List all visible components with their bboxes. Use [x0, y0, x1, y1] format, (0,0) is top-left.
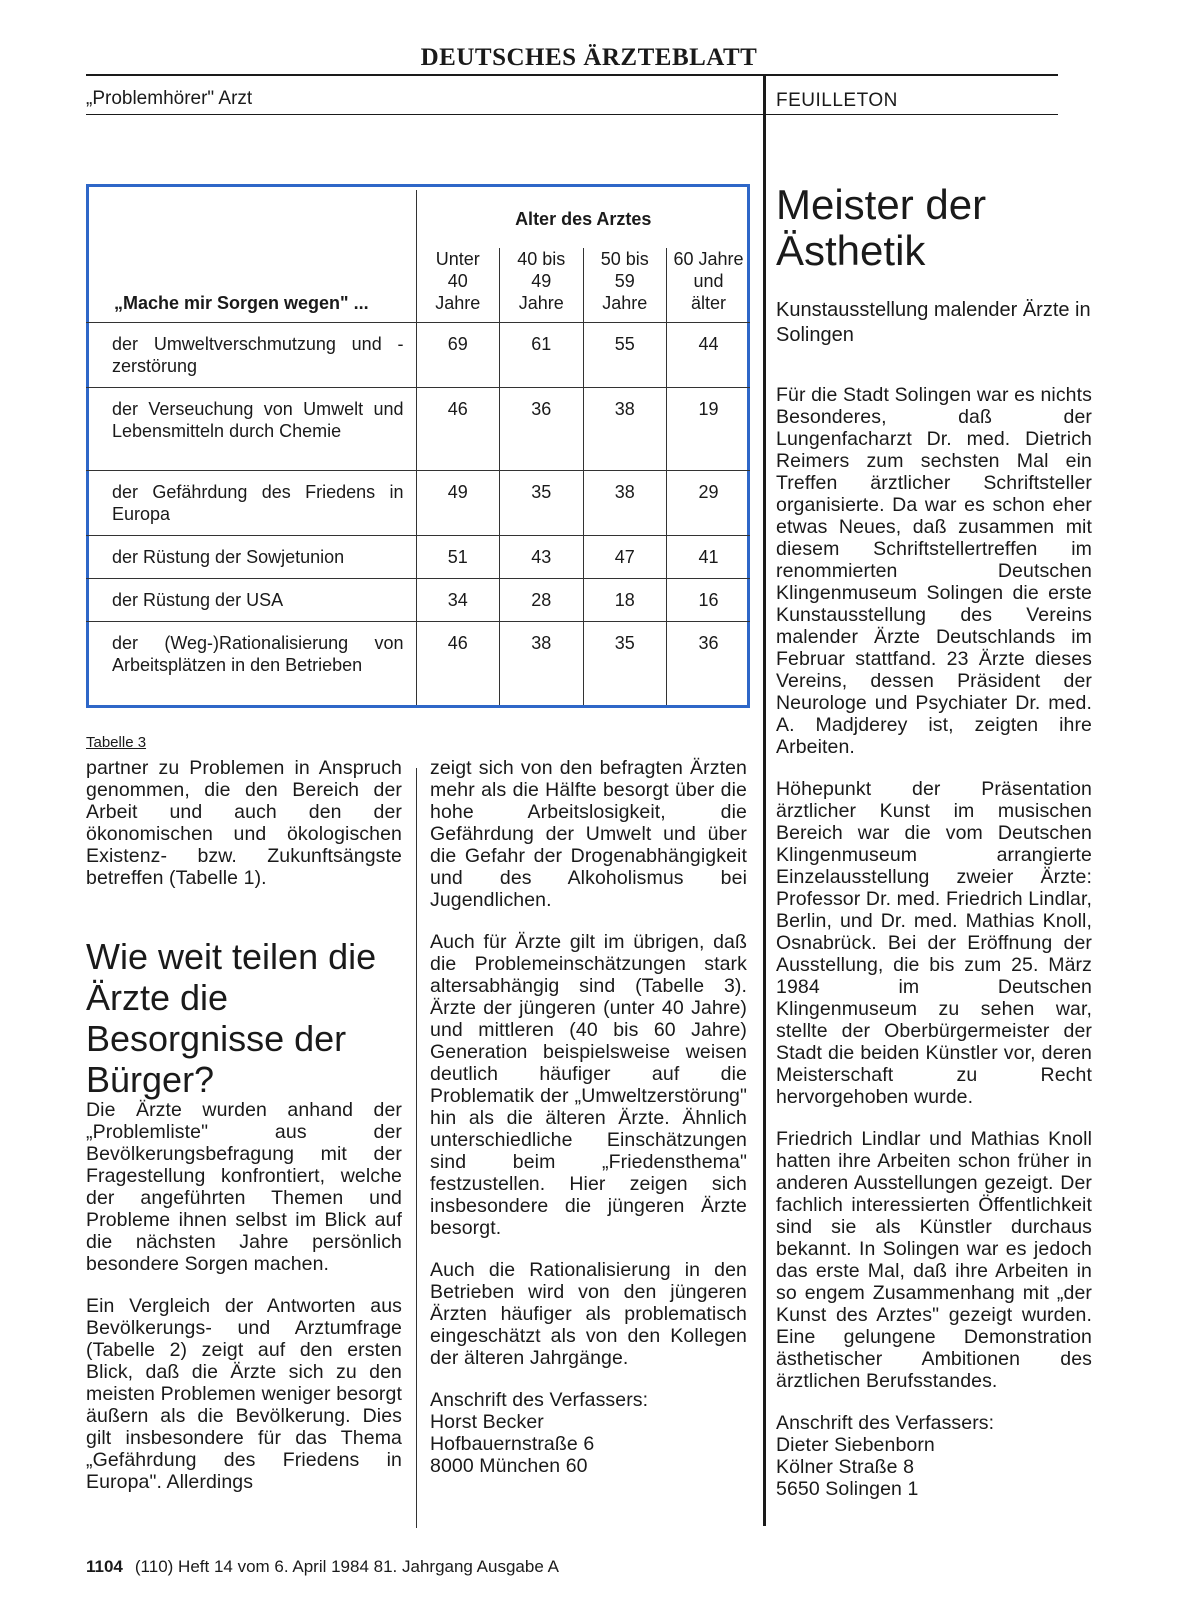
page-number: 1104 [86, 1557, 123, 1576]
author-address [430, 1389, 747, 1477]
paragraph: Für die Stadt Solingen war es nichts Besonderes, daß der Lungenfacharzt Dr. med. Dietrich Reimers zum sechsten Mal ein Treffen ärztlicher Schriftsteller organisierte. Da war es schon eher etwas Neues, daß zusammen mit diesem Schriftstellertreffen im renommierten Deutschen Klingenmuseum Solingen die erste Kunstausstellung des Vereins malender Ärzte Deutschlands im Februar stattfand. 23 Ärzte dieses Vereins, dessen Präsident der Neurologe und Psychiater Dr. med. A. Madjderey ist, zeigten ihre Arbeiten. [776, 384, 1092, 758]
cell: 28 [500, 579, 584, 622]
column-1-body [86, 1099, 402, 1513]
table-3 [86, 190, 750, 705]
row-label: der Rüstung der USA [86, 579, 416, 622]
issue-info: (110) Heft 14 vom 6. April 1984 81. Jahrgang Ausgabe A [134, 1557, 559, 1576]
table-row [86, 388, 750, 471]
row-label: der Rüstung der Sowjetunion [86, 536, 416, 579]
cell: 29 [667, 471, 751, 536]
cell: 49 [416, 471, 500, 536]
address-line: Anschrift des Verfassers: [776, 1412, 995, 1434]
author-address [776, 1412, 1092, 1500]
paragraph: Friedrich Lindlar und Mathias Knoll hatten ihre Arbeiten schon früher in anderen Ausstellungen gezeigt. Der fachlich interessierten Öffentlichkeit sind sie als Künstler durchaus bekannt. In Solingen war es jedoch das erste Mal, daß ihre Arbeiten in so engem Zusammenhang mit „der Kunst des Arztes" gezeigt wurden. Eine gelungene Demonstration ästhetischer Ambitionen des ärztlichen Berufsstandes. [776, 1128, 1092, 1392]
table-corner [86, 190, 416, 248]
table-row [86, 323, 750, 388]
cell: 18 [583, 579, 667, 622]
headline: Wie weit teilen die Ärzte die Besorgnisse der Bürger? [86, 936, 377, 1100]
cell: 16 [667, 579, 751, 622]
cell: 69 [416, 323, 500, 388]
cell: 38 [583, 388, 667, 471]
address-line: 8000 München 60 [430, 1455, 588, 1477]
column-separator [416, 768, 417, 1528]
table-row [86, 579, 750, 622]
paragraph: partner zu Problemen in Anspruch genommen, die den Bereich der Arbeit und auch den der ökonomischen und ökologischen Existenz- bzw. Zukunftsängste betreffen (Tabelle 1). [86, 757, 402, 889]
col-header: Unter 40 Jahre [416, 248, 500, 323]
address-line: 5650 Solingen 1 [776, 1478, 919, 1500]
cell: 41 [667, 536, 751, 579]
paragraph: Auch für Ärzte gilt im übrigen, daß die Problemeinschätzungen stark altersabhängig sind (Tabelle 3). Ärzte der jüngeren (unter 40 Jahre) und mittleren (40 bis 60 Jahre) Generation beispielsweise weisen deutlich häufiger auf die Problematik der „Umweltzerstörung" hin als die älteren Ärzte. Ähnlich unterschiedliche Einschätzungen sind beim „Friedensthema" festzustellen. Hier zeigen sich insbesondere die jüngeren Ärzte besorgt. [430, 931, 747, 1239]
address-line: Horst Becker [430, 1411, 544, 1433]
cell: 36 [500, 388, 584, 471]
article-title: Meister der Ästhetik [776, 181, 987, 274]
address-line: Dieter Siebenborn [776, 1434, 935, 1456]
cell: 44 [667, 323, 751, 388]
article-subtitle: Kunstausstellung malender Ärzte in Solingen [776, 299, 1091, 346]
paragraph: Auch die Rationalisierung in den Betrieben wird von den jüngeren Ärzten häufiger als problematisch eingeschätzt als von den Kollegen der älteren Jahrgänge. [430, 1259, 747, 1369]
masthead: DEUTSCHES ÄRZTEBLATT [420, 44, 758, 71]
cell: 35 [500, 471, 584, 536]
column-3 [776, 384, 1092, 1500]
cell: 34 [416, 579, 500, 622]
header-rule [86, 74, 1058, 76]
table-row [86, 622, 750, 705]
table-row [86, 471, 750, 536]
cell: 46 [416, 388, 500, 471]
column-2 [430, 757, 747, 1477]
col-header: 50 bis 59 Jahre [583, 248, 667, 323]
address-line: Anschrift des Verfassers: [430, 1389, 649, 1411]
section-rule [86, 114, 1058, 115]
col-header: 60 Jahre und älter [667, 248, 751, 323]
cell: 46 [416, 622, 500, 705]
address-line: Kölner Straße 8 [776, 1456, 915, 1478]
column-1-intro [86, 757, 402, 909]
paragraph: Ein Vergleich der Antworten aus Bevölkerungs- und Arztumfrage (Tabelle 2) zeigt auf den ersten Blick, daß die Ärzte sich zu den meisten Problemen weniger besorgt äußern als die Bevölkerung. Dies gilt insbesondere für das Thema „Gefährdung des Friedens in Europa". Allerdings [86, 1295, 402, 1493]
address-line: Hofbauernstraße 6 [430, 1433, 595, 1455]
first-col-header: „Mache mir Sorgen wegen" ... [114, 293, 369, 313]
cell: 61 [500, 323, 584, 388]
column-divider [763, 76, 766, 1526]
cell: 35 [583, 622, 667, 705]
cell: 55 [583, 323, 667, 388]
page-footer [86, 1557, 559, 1577]
paragraph: Höhepunkt der Präsentation ärztlicher Kunst im musischen Bereich war die vom Deutschen Klingenmuseum arrangierte Einzelausstellung zweier Ärzte: Professor Dr. med. Friedrich Lindlar, Berlin, und Dr. med. Mathias Knoll, Osnabrück. Bei der Eröffnung der Ausstellung, die bis zum 25. März 1984 im Deutschen Klingenmuseum zu sehen war, stellte der Oberbürgermeister der Stadt die beiden Künstler vor, deren Meisterschaft zu Recht hervorgehoben wurde. [776, 778, 1092, 1108]
row-label: der Verseuchung von Umwelt und Lebensmitteln durch Chemie [86, 388, 416, 471]
cell: 36 [667, 622, 751, 705]
section-right: FEUILLETON [776, 90, 898, 111]
paragraph: Die Ärzte wurden anhand der „Problemliste" aus der Bevölkerungsbefragung mit der Fragestellung konfrontiert, welche der angeführten Themen und Probleme ihnen selbst im Blick auf die nächsten Jahre persönlich besondere Sorgen machen. [86, 1099, 402, 1275]
cell: 47 [583, 536, 667, 579]
row-label: der Gefährdung des Friedens in Europa [86, 471, 416, 536]
table-row [86, 536, 750, 579]
paragraph: zeigt sich von den befragten Ärzten mehr als die Hälfte besorgt über die hohe Arbeitslosigkeit, die Gefährdung der Umwelt und über die Gefahr der Drogenabhängigkeit und des Alkoholismus bei Jugendlichen. [430, 757, 747, 911]
cell: 43 [500, 536, 584, 579]
cell: 51 [416, 536, 500, 579]
row-label: der Umweltverschmutzung und -zerstörung [86, 323, 416, 388]
row-label: der (Weg-)Rationalisierung von Arbeitsplätzen in den Betrieben [86, 622, 416, 705]
section-left: „Problemhörer" Arzt [86, 88, 253, 109]
table-caption: Tabelle 3 [86, 734, 147, 751]
age-header: Alter des Arztes [416, 190, 750, 248]
col-header: 40 bis 49 Jahre [500, 248, 584, 323]
cell: 19 [667, 388, 751, 471]
cell: 38 [500, 622, 584, 705]
cell: 38 [583, 471, 667, 536]
